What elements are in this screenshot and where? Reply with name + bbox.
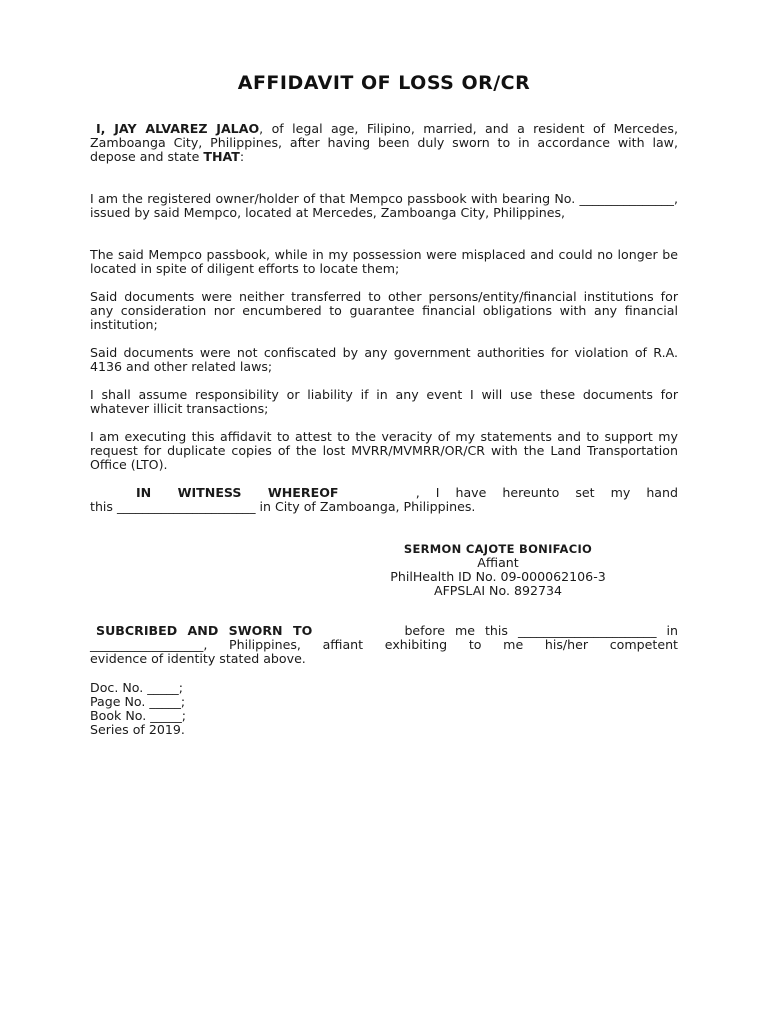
witness-clause <box>90 486 678 514</box>
paragraph-not-confiscated: Said documents were not confiscated by any government authorities for violation of R.A. 4136 and other related laws; <box>90 345 678 374</box>
notarial-register <box>90 681 186 737</box>
page-no: Page No. _____; <box>90 694 186 709</box>
subscribed-line3: evidence of identity stated above. <box>90 651 306 666</box>
paragraph-registered-owner: I am the registered owner/holder of that Mempco passbook with bearing No. _______________, issued by said Mempco, located at Mercedes, Zamboanga City, Philippines, <box>90 191 678 220</box>
document-title: AFFIDAVIT OF LOSS OR/CR <box>237 72 531 94</box>
series-year: Series of 2019. <box>90 722 185 737</box>
subscribed-line1-rest: before me this ______________________ in <box>404 623 678 638</box>
philhealth-id: PhilHealth ID No. 09-000062106-3 <box>390 569 606 584</box>
book-no: Book No. _____; <box>90 708 186 723</box>
affiant-signature-block <box>360 542 636 598</box>
paragraph-not-transferred: Said documents were neither transferred to other persons/entity/financial institutions for any consideration nor encumbered to guarantee financial obligations with any financial institution; <box>90 289 678 332</box>
witness-line1-rest: , I have hereunto set my hand <box>415 485 678 500</box>
afpslai-no: AFPSLAI No. 892734 <box>433 583 563 598</box>
affiant-name: SERMON CAJOTE BONIFACIO <box>403 542 593 556</box>
affiant-name-intro: I, JAY ALVAREZ JALAO <box>96 121 260 136</box>
witness-line2: this ______________________ in City of Zamboanga, Philippines. <box>90 499 476 514</box>
intro-text: , of legal age, Filipino, married, and a resident of Mercedes, Zamboanga City, Philippines, after having been duly sworn to in accordance with law, depose and state <box>90 121 678 164</box>
intro-colon: : <box>239 149 245 164</box>
doc-no: Doc. No. _____; <box>90 680 183 695</box>
affiant-role: Affiant <box>477 555 519 570</box>
intro-paragraph <box>90 122 678 164</box>
paragraph-misplaced: The said Mempco passbook, while in my possession were misplaced and could no longer be located in spite of diligent efforts to locate them; <box>90 247 678 276</box>
paragraph-executing: I am executing this affidavit to attest to the veracity of my statements and to support my request for duplicate copies of the lost MVRR/MVMRR/OR/CR with the Land Transportation Office (LTO). <box>90 429 678 472</box>
witness-lead: IN WITNESS WHEREOF <box>136 485 339 500</box>
that-word: THAT <box>203 149 240 164</box>
subscribed-lead: SUBCRIBED AND SWORN TO <box>96 623 313 638</box>
subscribed-line2: __________________, Philippines, affiant exhibiting to me his/her competent <box>90 637 678 652</box>
subscribed-clause <box>90 624 678 666</box>
paragraph-responsibility: I shall assume responsibility or liability if in any event I will use these documents for whatever illicit transactions; <box>90 387 678 416</box>
